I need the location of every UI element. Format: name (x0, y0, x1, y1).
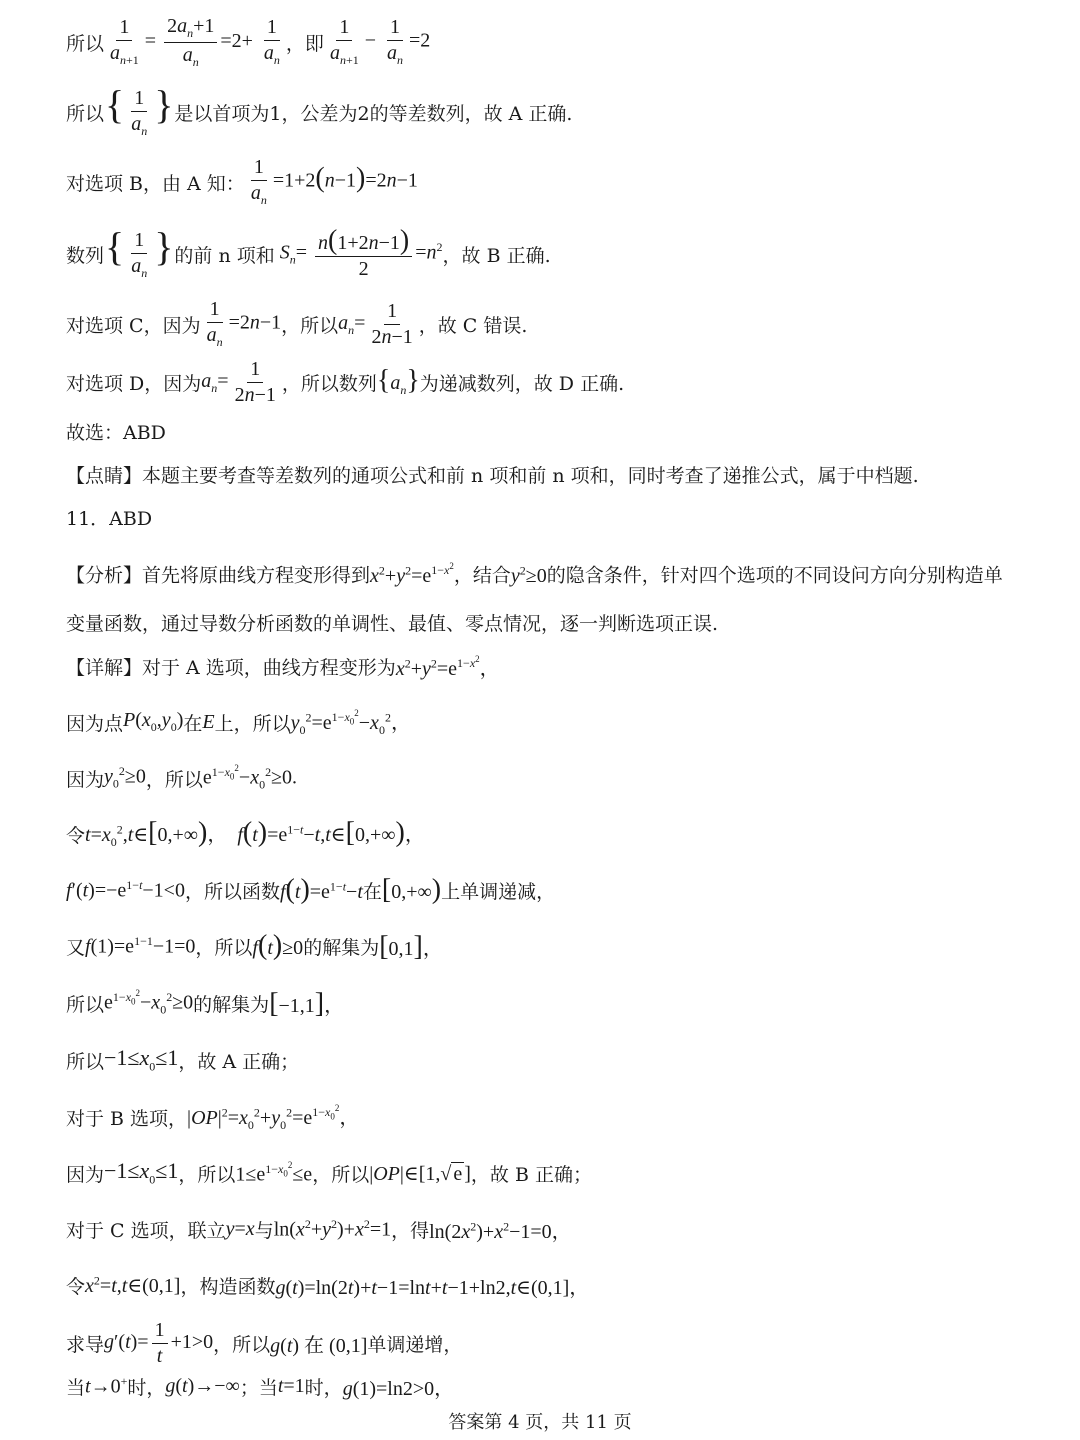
text: 是以首项为1，公差为2的等差数列，故 A 正确. (174, 102, 573, 125)
line-construct-g (66, 1268, 1020, 1302)
text: 时， (127, 1376, 166, 1399)
line-derivative-g (66, 1318, 1020, 1368)
text: ，所以数列 (281, 372, 377, 395)
line-derivative-f (66, 873, 1020, 907)
line-option-b (66, 156, 1020, 208)
formula: $f(1)=e^{1-1}-1=0$ (85, 933, 196, 958)
text: 的隐含条件，针对四个选项的不同设问方向分别构造单变量函数，通过导数分析函数的单调性、最值、零点情况，逐一判断选项正误. (66, 564, 1003, 635)
text: 为递减数列，故 D 正确. (419, 372, 625, 395)
text: 又 (66, 936, 86, 959)
formula: $t=x_0^2,t\in[0,+\infty)$， $f(t)=e^{1-t}-t,t\in[0,+\infty)$， (85, 817, 425, 849)
text: ，所以 (195, 936, 253, 959)
text: 上单调递减， (441, 880, 556, 903)
formula: $y_0^2=e^{1-x_0^2}-x_0^2$， (290, 708, 411, 737)
formula: $|OP|^2=x_0^2+y_0^2=e^{1-x_0^2}$， (187, 1103, 360, 1132)
text: ，所以函数 (184, 880, 280, 903)
text: ，故 A 正确； (178, 1050, 300, 1073)
formula: [−1,1]， (269, 987, 345, 1019)
formula: $x^2=t,t\in(0,1]$ (85, 1272, 181, 1297)
formula: $f(t)=e^{1-t}-t$ (279, 874, 363, 905)
formula: $1\le e^{1-x_0^2}\le e$ (235, 1159, 313, 1186)
text: 对选项 D，因为 (66, 372, 202, 395)
formula: $P(x_0,y_0)$ (123, 709, 184, 734)
formula: { $\frac{1}{a_n}$ } (105, 81, 174, 139)
text: 令 (66, 824, 86, 847)
line-sum (66, 223, 1020, 282)
formula: $\frac{1}{a_{n+1}}$ = $\frac{2a_n+1}{a_n}$ =2+ $\frac{1}{a_n}$ (110, 14, 280, 69)
line-conclusion-a (66, 81, 1020, 140)
formula: $\ln(x^2+y^2)+x^2=1$ (273, 1216, 392, 1241)
line-detail-a (66, 650, 1020, 682)
text: 因为点 (66, 712, 124, 735)
line-f1 (66, 929, 1020, 963)
formula: $-1\le x_0\le 1$ (104, 1158, 179, 1187)
text: ，构造函数 (180, 1275, 276, 1298)
formula: $\frac{1}{a_{n+1}}$ − $\frac{1}{a_n}$ =2 (329, 16, 431, 68)
formula: t=1 (277, 1374, 305, 1397)
text: 的解集为 (303, 936, 380, 959)
text: 当 (66, 1376, 86, 1399)
text: 对于 C 选项，联立 (66, 1219, 226, 1242)
text: ，所以 (213, 1333, 271, 1356)
text: 所以 (66, 993, 105, 1016)
text: ，所以 (145, 768, 203, 791)
formula: y=x (225, 1217, 255, 1240)
text: 与 (254, 1219, 274, 1242)
text: ，所以 (312, 1163, 370, 1186)
formula: $x^2+y^2=e^{1-x^2}$ (370, 561, 454, 587)
text: 令 (66, 1275, 86, 1298)
formula: { $\frac{1}{a_n}$ } (105, 223, 174, 281)
text: 对选项 C，因为 (66, 314, 201, 337)
formula: $f'(t)=-e^{1-t}-1<0$ (66, 877, 185, 902)
formula: g′(t)= $\frac{1}{t}$ +1>0 (104, 1318, 214, 1367)
text: 因为 (66, 1163, 105, 1186)
text: 在 (362, 880, 382, 903)
formula: $a_n=$ $\frac{1}{2n-1}$ (338, 299, 413, 348)
line-option-c-detail (66, 1212, 1020, 1246)
formula: $\{a_n\}$ (376, 364, 420, 397)
line-substitution (66, 818, 1020, 850)
text: ，故 B 正确. (442, 244, 551, 267)
text: 对于 B 选项， (66, 1107, 188, 1130)
question-number (66, 502, 1020, 532)
formula: f(t)≥0 (252, 930, 304, 961)
formula: $x^2+y^2=e^{1-x^2}$， (395, 653, 500, 680)
text: 11．ABD (66, 507, 153, 530)
text: 对选项 B，由 A 知： (66, 172, 245, 195)
text: ，得 (391, 1219, 430, 1242)
formula: g(t) 在 (0,1] (270, 1334, 368, 1357)
text: 单调递增， (367, 1333, 463, 1356)
text: 的前 n 项和 (174, 244, 275, 267)
line-option-d (66, 356, 1020, 408)
formula: $\frac{1}{a_n}$ =1+2(n−1)=2n−1 (250, 156, 418, 208)
formula: $y_0^2\ge 0$ (104, 764, 146, 791)
line-solution-set (66, 986, 1020, 1020)
page-footer: 答案第 4 页，共 11 页 (448, 1412, 632, 1433)
text: 【分析】首先将原曲线方程变形得到 (66, 564, 371, 587)
formula: $\frac{1}{a_n}$ =2n−1 (206, 298, 282, 350)
text: 时， (304, 1376, 343, 1399)
text: 故选：ABD (66, 421, 166, 444)
formula: [0,1]， (379, 930, 443, 962)
text: 【点睛】本题主要考查等差数列的通项公式和前 n 项和前 n 项和，同时考查了递推公式，属于中档题. (66, 464, 919, 487)
line-range-x0 (66, 1043, 1020, 1077)
text: 在 (183, 712, 203, 735)
formula: $e^{1-x_0^2}-x_0^2\ge 0$ (104, 988, 194, 1017)
formula: $y^2\ge 0$ (510, 563, 547, 587)
formula: t→0+ (85, 1373, 128, 1398)
text: 的解集为 (193, 993, 270, 1016)
text: 上，所以 (214, 712, 291, 735)
line-point-p (66, 706, 1020, 738)
line-comment (66, 459, 1020, 489)
formula: $e^{1-x_0^2}-x_0^2\ge 0$. (202, 763, 298, 792)
formula: E (202, 710, 215, 733)
text: ，所以 (281, 314, 339, 337)
text: 所以 (66, 32, 105, 55)
line-option-c (66, 298, 1020, 350)
text: ，即 (285, 32, 324, 55)
text: ，故 C 错误. (418, 314, 528, 337)
formula: $\ln(2x^2)+x^2-1=0$， (429, 1218, 572, 1243)
text: 求导 (66, 1333, 105, 1356)
text: 所以 (66, 1050, 105, 1073)
formula: $S_n=$ $\frac{n(1+2n-1)}{2}$ $=n^2$ (279, 225, 443, 280)
formula: g(t)=ln(2t)+t−1=lnt+t−1+ln2,t∈(0,1]， (275, 1276, 590, 1299)
formula: g(t)→−∞ (165, 1374, 240, 1397)
text: 因为 (66, 768, 105, 791)
text: ，所以 (178, 1163, 236, 1186)
formula: g(1)=ln2>0， (342, 1377, 455, 1400)
text: 数列 (66, 244, 105, 267)
paragraph-analysis (66, 542, 1020, 648)
text: 【详解】对于 A 选项，曲线方程变形为 (66, 656, 396, 679)
line-recurrence (66, 16, 1020, 68)
text: ，故 B 正确； (470, 1163, 592, 1186)
line-op-range (66, 1156, 1020, 1190)
text: ；当 (239, 1376, 278, 1399)
line-nonneg (66, 762, 1020, 794)
text: ，结合 (453, 564, 511, 587)
formula: [0,+∞) (381, 874, 442, 905)
text: 所以 (66, 102, 105, 125)
formula: $-1\le x_0\le 1$ (104, 1045, 179, 1074)
formula: |OP|∈[1,√ e ] (369, 1162, 471, 1185)
line-answer (66, 416, 1020, 446)
line-option-b-op (66, 1100, 1020, 1134)
formula: $a_n=$ $\frac{1}{2n-1}$ (201, 357, 276, 406)
line-limits (66, 1370, 1020, 1402)
